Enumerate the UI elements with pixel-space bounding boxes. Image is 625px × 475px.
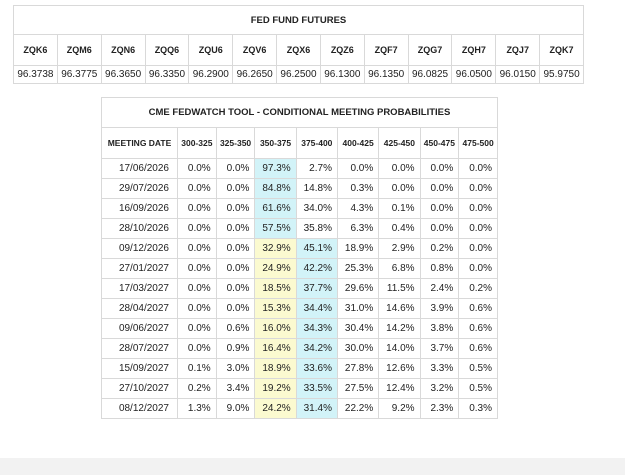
probability-cell: 16.4%	[255, 339, 296, 359]
futures-contract-header: ZQV6	[233, 35, 277, 66]
probability-cell: 0.5%	[459, 359, 498, 379]
meeting-date-cell: 17/03/2027	[102, 279, 178, 299]
probability-cell: 14.6%	[379, 299, 420, 319]
table-row	[102, 339, 498, 359]
probability-cell: 11.5%	[379, 279, 420, 299]
probability-cell: 15.3%	[255, 299, 296, 319]
probability-cell: 24.2%	[255, 399, 296, 419]
probability-cell: 0.0%	[178, 159, 217, 179]
probability-cell: 0.2%	[420, 239, 459, 259]
meeting-probabilities-table	[101, 97, 498, 419]
probability-cell: 31.4%	[296, 399, 337, 419]
futures-price-cell: 96.2900	[189, 66, 233, 84]
futures-price-cell: 96.1350	[364, 66, 408, 84]
probability-cell: 9.2%	[379, 399, 420, 419]
probability-cell: 0.0%	[216, 179, 255, 199]
probability-cell: 0.0%	[420, 159, 459, 179]
probability-cell: 3.0%	[216, 359, 255, 379]
probability-cell: 34.0%	[296, 199, 337, 219]
probability-cell: 0.0%	[178, 319, 217, 339]
meeting-date-cell: 27/01/2027	[102, 259, 178, 279]
probability-cell: 22.2%	[337, 399, 378, 419]
futures-price-cell: 96.0150	[496, 66, 540, 84]
table-row	[102, 379, 498, 399]
meeting-date-cell: 28/07/2027	[102, 339, 178, 359]
probabilities-header-row	[102, 128, 498, 159]
probability-cell: 27.8%	[337, 359, 378, 379]
meeting-date-cell: 28/10/2026	[102, 219, 178, 239]
futures-price-cell: 96.3738	[14, 66, 58, 84]
futures-price-row	[14, 66, 584, 84]
futures-contract-header: ZQG7	[408, 35, 452, 66]
probabilities-table-title: CME FEDWATCH TOOL - CONDITIONAL MEETING PROBABILITIES	[102, 98, 498, 128]
probability-cell: 4.3%	[337, 199, 378, 219]
probability-cell: 2.9%	[379, 239, 420, 259]
meeting-date-cell: 08/12/2027	[102, 399, 178, 419]
probability-cell: 35.8%	[296, 219, 337, 239]
meeting-date-cell: 17/06/2026	[102, 159, 178, 179]
probability-cell: 3.4%	[216, 379, 255, 399]
probability-cell: 97.3%	[255, 159, 296, 179]
probability-cell: 34.2%	[296, 339, 337, 359]
probability-cell: 0.0%	[379, 179, 420, 199]
meeting-date-cell: 09/06/2027	[102, 319, 178, 339]
table-row	[102, 219, 498, 239]
header-meeting-date: MEETING DATE	[102, 128, 178, 159]
probability-cell: 0.0%	[216, 159, 255, 179]
probability-cell: 3.3%	[420, 359, 459, 379]
probability-cell: 61.6%	[255, 199, 296, 219]
probability-cell: 18.9%	[255, 359, 296, 379]
header-rate-range: 325-350	[216, 128, 255, 159]
meeting-date-cell: 28/04/2027	[102, 299, 178, 319]
probability-cell: 30.4%	[337, 319, 378, 339]
futures-price-cell: 96.1300	[320, 66, 364, 84]
probability-cell: 0.0%	[420, 179, 459, 199]
table-row	[102, 199, 498, 219]
probability-cell: 18.5%	[255, 279, 296, 299]
futures-contract-header: ZQZ6	[320, 35, 364, 66]
probability-cell: 3.9%	[420, 299, 459, 319]
probability-cell: 0.0%	[216, 259, 255, 279]
probability-cell: 2.4%	[420, 279, 459, 299]
futures-contract-header: ZQK7	[540, 35, 584, 66]
futures-price-cell: 96.3350	[145, 66, 189, 84]
probability-cell: 33.5%	[296, 379, 337, 399]
probability-cell: 31.0%	[337, 299, 378, 319]
probability-cell: 0.6%	[216, 319, 255, 339]
futures-price-cell: 96.3650	[101, 66, 145, 84]
header-rate-range: 400-425	[337, 128, 378, 159]
table-row	[102, 259, 498, 279]
table-row	[102, 359, 498, 379]
futures-table-title: FED FUND FUTURES	[14, 6, 584, 35]
probability-cell: 0.0%	[459, 159, 498, 179]
futures-price-cell: 96.2500	[277, 66, 321, 84]
meeting-date-cell: 29/07/2026	[102, 179, 178, 199]
probability-cell: 16.0%	[255, 319, 296, 339]
meeting-date-cell: 16/09/2026	[102, 199, 178, 219]
probability-cell: 0.2%	[459, 279, 498, 299]
probability-cell: 0.0%	[459, 199, 498, 219]
probability-cell: 3.2%	[420, 379, 459, 399]
meeting-date-cell: 15/09/2027	[102, 359, 178, 379]
probability-cell: 0.3%	[337, 179, 378, 199]
probability-cell: 0.6%	[459, 319, 498, 339]
probability-cell: 0.9%	[216, 339, 255, 359]
probability-cell: 0.8%	[420, 259, 459, 279]
futures-contract-header: ZQM6	[57, 35, 101, 66]
probability-cell: 14.0%	[379, 339, 420, 359]
futures-contract-header: ZQH7	[452, 35, 496, 66]
table-row	[102, 159, 498, 179]
table-row	[102, 319, 498, 339]
probability-cell: 0.0%	[216, 219, 255, 239]
probability-cell: 0.0%	[216, 299, 255, 319]
probability-cell: 1.3%	[178, 399, 217, 419]
probability-cell: 14.2%	[379, 319, 420, 339]
probability-cell: 0.0%	[379, 159, 420, 179]
probability-cell: 33.6%	[296, 359, 337, 379]
futures-contract-header: ZQK6	[14, 35, 58, 66]
probability-cell: 0.0%	[178, 179, 217, 199]
header-rate-range: 300-325	[178, 128, 217, 159]
probability-cell: 14.8%	[296, 179, 337, 199]
futures-price-cell: 96.2650	[233, 66, 277, 84]
header-rate-range: 375-400	[296, 128, 337, 159]
probability-cell: 32.9%	[255, 239, 296, 259]
probability-cell: 0.1%	[379, 199, 420, 219]
probability-cell: 0.0%	[459, 259, 498, 279]
fed-fund-futures-table	[13, 5, 584, 84]
probability-cell: 29.6%	[337, 279, 378, 299]
table-row	[102, 239, 498, 259]
probability-cell: 19.2%	[255, 379, 296, 399]
probability-cell: 24.9%	[255, 259, 296, 279]
probability-cell: 18.9%	[337, 239, 378, 259]
meeting-date-cell: 09/12/2026	[102, 239, 178, 259]
futures-price-cell: 96.0500	[452, 66, 496, 84]
probability-cell: 34.3%	[296, 319, 337, 339]
probability-cell: 30.0%	[337, 339, 378, 359]
header-rate-range: 425-450	[379, 128, 420, 159]
probability-cell: 0.0%	[178, 219, 217, 239]
header-rate-range: 350-375	[255, 128, 296, 159]
probability-cell: 0.3%	[459, 399, 498, 419]
probability-cell: 0.4%	[379, 219, 420, 239]
header-rate-range: 475-500	[459, 128, 498, 159]
futures-price-cell: 95.9750	[540, 66, 584, 84]
table-row	[102, 279, 498, 299]
table-row	[102, 399, 498, 419]
probability-cell: 0.0%	[459, 179, 498, 199]
probability-cell: 0.0%	[459, 239, 498, 259]
probability-cell: 25.3%	[337, 259, 378, 279]
probability-cell: 0.0%	[178, 199, 217, 219]
probability-cell: 0.0%	[459, 219, 498, 239]
probability-cell: 0.2%	[178, 379, 217, 399]
probability-cell: 0.5%	[459, 379, 498, 399]
probability-cell: 0.0%	[178, 279, 217, 299]
probability-cell: 45.1%	[296, 239, 337, 259]
table-row	[102, 179, 498, 199]
futures-price-cell: 96.0825	[408, 66, 452, 84]
probability-cell: 0.0%	[420, 199, 459, 219]
futures-price-cell: 96.3775	[57, 66, 101, 84]
table-row	[102, 299, 498, 319]
probability-cell: 0.6%	[459, 339, 498, 359]
probability-cell: 42.2%	[296, 259, 337, 279]
probability-cell: 6.3%	[337, 219, 378, 239]
futures-contract-header: ZQF7	[364, 35, 408, 66]
futures-contract-header: ZQN6	[101, 35, 145, 66]
probabilities-body	[102, 159, 498, 419]
probability-cell: 2.3%	[420, 399, 459, 419]
futures-contract-header: ZQX6	[277, 35, 321, 66]
probability-cell: 9.0%	[216, 399, 255, 419]
probability-cell: 0.0%	[178, 239, 217, 259]
probability-cell: 12.4%	[379, 379, 420, 399]
futures-contract-header: ZQJ7	[496, 35, 540, 66]
probability-cell: 0.6%	[459, 299, 498, 319]
probability-cell: 3.8%	[420, 319, 459, 339]
probability-cell: 3.7%	[420, 339, 459, 359]
futures-contract-header: ZQU6	[189, 35, 233, 66]
probability-cell: 57.5%	[255, 219, 296, 239]
probability-cell: 0.1%	[178, 359, 217, 379]
probability-cell: 0.0%	[420, 219, 459, 239]
probability-cell: 12.6%	[379, 359, 420, 379]
probability-cell: 0.0%	[337, 159, 378, 179]
probability-cell: 0.0%	[178, 339, 217, 359]
probability-cell: 0.0%	[216, 279, 255, 299]
probability-cell: 27.5%	[337, 379, 378, 399]
meeting-date-cell: 27/10/2027	[102, 379, 178, 399]
probability-cell: 34.4%	[296, 299, 337, 319]
probability-cell: 37.7%	[296, 279, 337, 299]
probability-cell: 2.7%	[296, 159, 337, 179]
header-rate-range: 450-475	[420, 128, 459, 159]
probability-cell: 0.0%	[216, 239, 255, 259]
probability-cell: 0.0%	[178, 259, 217, 279]
futures-header-row	[14, 35, 584, 66]
probability-cell: 0.0%	[216, 199, 255, 219]
probability-cell: 84.8%	[255, 179, 296, 199]
futures-contract-header: ZQQ6	[145, 35, 189, 66]
probability-cell: 6.8%	[379, 259, 420, 279]
probability-cell: 0.0%	[178, 299, 217, 319]
